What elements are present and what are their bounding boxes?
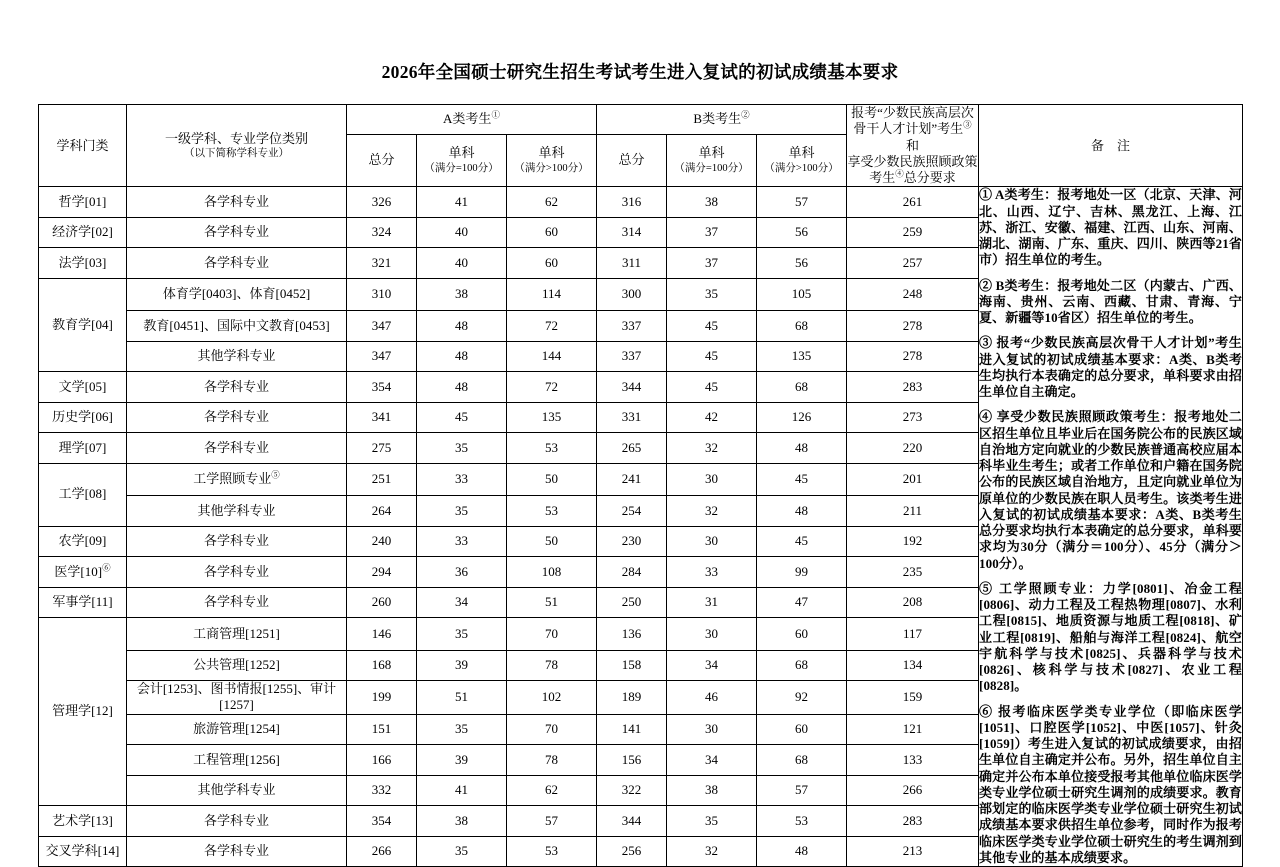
score-a-single-eq100: 48	[417, 311, 507, 342]
score-a-single-eq100: 48	[417, 341, 507, 372]
score-b-single-gt100: 47	[757, 587, 847, 618]
discipline-category-cell	[39, 372, 127, 403]
score-a-single-gt100: 102	[507, 681, 597, 715]
discipline-category-cell	[39, 526, 127, 557]
score-b-single-gt100: 68	[757, 650, 847, 681]
score-a-total: 240	[347, 526, 417, 557]
score-b-single-eq100: 32	[667, 433, 757, 464]
score-b-single-eq100: 32	[667, 836, 757, 867]
score-b-single-eq100: 30	[667, 618, 757, 650]
score-a-single-eq100: 39	[417, 745, 507, 776]
major-name-cell	[127, 187, 347, 218]
major-name-label: 工商管理[1251]	[193, 625, 280, 641]
major-name-label: 各学科专业	[203, 439, 269, 455]
score-minority-total: 283	[847, 806, 979, 837]
discipline-category-cell	[39, 433, 127, 464]
major-name-cell	[127, 248, 347, 279]
header-minority-line4: 考生	[869, 170, 896, 185]
major-name-label: 教育[0451]、国际中文教育[0453]	[143, 317, 330, 333]
score-minority-total: 213	[847, 836, 979, 867]
header-b-total: 总分	[597, 134, 667, 187]
score-b-single-gt100: 48	[757, 836, 847, 867]
score-b-total: 311	[597, 248, 667, 279]
major-name-cell	[127, 496, 347, 527]
discipline-category-cell	[39, 587, 127, 618]
score-a-single-gt100: 62	[507, 187, 597, 218]
score-b-single-gt100: 57	[757, 775, 847, 806]
score-b-single-gt100: 48	[757, 433, 847, 464]
score-a-single-eq100: 41	[417, 187, 507, 218]
score-b-single-gt100: 45	[757, 526, 847, 557]
score-a-single-gt100: 53	[507, 496, 597, 527]
major-name-superscript: ⑤	[271, 469, 280, 480]
score-b-single-gt100: 126	[757, 402, 847, 433]
score-b-total: 344	[597, 372, 667, 403]
score-a-single-eq100: 39	[417, 650, 507, 681]
score-b-total: 241	[597, 463, 667, 495]
score-a-single-gt100: 108	[507, 557, 597, 588]
score-b-total: 337	[597, 341, 667, 372]
major-name-label: 各学科专业	[203, 533, 269, 549]
score-a-total: 324	[347, 217, 417, 248]
score-b-single-gt100: 56	[757, 217, 847, 248]
score-a-single-eq100: 35	[417, 618, 507, 650]
score-b-total: 331	[597, 402, 667, 433]
major-name-label: 各学科专业	[203, 193, 269, 209]
major-name-cell	[127, 278, 347, 310]
header-b-single-eq100-line2: （满分=100分）	[674, 162, 749, 174]
score-b-single-gt100: 60	[757, 714, 847, 745]
score-b-single-eq100: 37	[667, 248, 757, 279]
major-name-label: 工程管理[1256]	[193, 751, 280, 767]
score-a-single-eq100: 33	[417, 526, 507, 557]
score-a-total: 341	[347, 402, 417, 433]
score-a-single-gt100: 50	[507, 463, 597, 495]
header-major-line2: （以下简称学科专业）	[184, 147, 289, 159]
major-name-cell	[127, 402, 347, 433]
header-minority-line2: 骨干人才计划”考生	[853, 121, 964, 137]
discipline-category-cell	[39, 463, 127, 526]
remark-note-4: ④ 享受少数民族照顾政策考生：报考地处二区招生单位且毕业后在国务院公布的民族区域自治地方定向就业的少数民族普通高校应届本科毕业生考生；或者工作单位和户籍在国务院公布的民族区域自治地方，且定向就业单位为原单位的少数民族在职人员考生。该类考生进入复试的初试成绩基本要求：A类、B类考生总分要求均执行本表确定的总分要求，单科要求均为30分（满分＝100分）、45分（满分＞100分）。	[979, 409, 1243, 571]
score-b-total: 254	[597, 496, 667, 527]
score-b-single-eq100: 38	[667, 775, 757, 806]
score-minority-total: 283	[847, 372, 979, 403]
score-a-total: 168	[347, 650, 417, 681]
major-name-label: 工学照顾专业	[193, 471, 272, 487]
score-b-total: 136	[597, 618, 667, 650]
score-a-single-gt100: 62	[507, 775, 597, 806]
major-name-label: 各学科专业	[203, 254, 269, 270]
score-a-single-eq100: 35	[417, 836, 507, 867]
discipline-category-label: 文学[05]	[58, 378, 107, 394]
score-b-total: 344	[597, 806, 667, 837]
score-minority-total: 201	[847, 463, 979, 495]
score-a-single-gt100: 135	[507, 402, 597, 433]
header-group-a-superscript: ①	[491, 109, 500, 120]
score-b-single-eq100: 35	[667, 806, 757, 837]
header-minority-superscript-2: ④	[895, 168, 904, 179]
discipline-category-label: 艺术学[13]	[52, 812, 113, 828]
header-a-single-eq100-line2: （满分=100分）	[424, 162, 499, 174]
score-a-single-eq100: 35	[417, 433, 507, 464]
score-a-single-gt100: 51	[507, 587, 597, 618]
score-a-single-gt100: 70	[507, 714, 597, 745]
discipline-category-cell	[39, 557, 127, 588]
score-a-single-eq100: 48	[417, 372, 507, 403]
major-name-cell	[127, 557, 347, 588]
table-body	[39, 187, 1243, 867]
score-b-total: 230	[597, 526, 667, 557]
score-a-total: 264	[347, 496, 417, 527]
discipline-category-cell	[39, 806, 127, 837]
header-minority-line1: 报考“少数民族高层次	[851, 105, 974, 120]
score-a-single-gt100: 70	[507, 618, 597, 650]
score-a-total: 251	[347, 463, 417, 495]
score-minority-total: 261	[847, 187, 979, 218]
score-a-total: 347	[347, 341, 417, 372]
score-a-total: 321	[347, 248, 417, 279]
score-b-total: 156	[597, 745, 667, 776]
major-name-label: 各学科专业	[203, 378, 269, 394]
score-a-total: 146	[347, 618, 417, 650]
score-a-single-eq100: 36	[417, 557, 507, 588]
score-b-total: 284	[597, 557, 667, 588]
score-b-single-eq100: 33	[667, 557, 757, 588]
score-minority-total: 208	[847, 587, 979, 618]
major-name-cell	[127, 341, 347, 372]
header-remarks: 备 注	[979, 105, 1243, 187]
discipline-category-cell	[39, 618, 127, 806]
score-a-single-eq100: 35	[417, 496, 507, 527]
discipline-category-label: 农学[09]	[58, 533, 107, 549]
score-table-container	[38, 104, 1242, 867]
score-a-single-gt100: 78	[507, 650, 597, 681]
remark-note-2: ② B类考生：报考地处二区（内蒙古、广西、海南、贵州、云南、西藏、甘肃、青海、宁夏、新疆等10省区）招生单位的考生。	[979, 277, 1243, 325]
major-name-cell	[127, 806, 347, 837]
score-b-single-gt100: 45	[757, 463, 847, 495]
header-category: 学科门类	[39, 105, 127, 187]
major-name-label: 其他学科专业	[197, 502, 276, 518]
score-b-total: 300	[597, 278, 667, 310]
score-b-single-gt100: 57	[757, 187, 847, 218]
major-name-cell	[127, 433, 347, 464]
score-b-single-eq100: 32	[667, 496, 757, 527]
major-name-label: 旅游管理[1254]	[193, 721, 280, 737]
score-a-total: 199	[347, 681, 417, 715]
major-name-cell	[127, 372, 347, 403]
remark-note-3: ③ 报考“少数民族高层次骨干人才计划”考生进入复试的初试成绩基本要求：A类、B类考生均执行本表确定的总分要求，单科要求由招生单位自主确定。	[979, 335, 1243, 399]
score-a-single-eq100: 38	[417, 278, 507, 310]
score-a-single-eq100: 40	[417, 217, 507, 248]
header-b-single-eq100-line1: 单科	[698, 145, 725, 161]
score-b-single-gt100: 60	[757, 618, 847, 650]
score-a-single-eq100: 34	[417, 587, 507, 618]
score-b-total: 314	[597, 217, 667, 248]
score-minority-total: 117	[847, 618, 979, 650]
remark-note-6: ⑥ 报考临床医学类专业学位（即临床医学[1051]、口腔医学[1052]、中医[1057]、针灸[1059]）考生进入复试的初试成绩要求，由招生单位自主确定并公布。另外，招生单位自主确定并公布本单位接受报考其他单位临床医学类专业学位硕士研究生调剂的成绩要求。教育部划定的临床医学类专业学位硕士研究生初试成绩基本要求供招生单位参考，同时作为报考临床医学类专业学位硕士研究生的考生调剂到其他专业的基本成绩要求。	[979, 703, 1243, 865]
discipline-category-label: 哲学[01]	[58, 193, 107, 209]
discipline-category-label: 理学[07]	[58, 439, 107, 455]
score-b-single-eq100: 38	[667, 187, 757, 218]
major-name-cell	[127, 714, 347, 745]
score-b-total: 250	[597, 587, 667, 618]
score-a-single-gt100: 114	[507, 278, 597, 310]
discipline-category-label: 工学[08]	[58, 486, 107, 502]
header-group-b	[597, 105, 847, 135]
discipline-category-superscript: ⑥	[102, 562, 111, 573]
header-a-single-eq100	[417, 134, 507, 187]
header-minority-superscript-1: ③	[963, 119, 972, 130]
header-a-total: 总分	[347, 134, 417, 187]
score-minority-total: 121	[847, 714, 979, 745]
score-minority-total: 192	[847, 526, 979, 557]
score-b-single-gt100: 56	[757, 248, 847, 279]
discipline-category-cell	[39, 217, 127, 248]
discipline-category-label: 管理学[12]	[52, 703, 113, 719]
header-a-single-gt100	[507, 134, 597, 187]
major-name-cell	[127, 775, 347, 806]
score-a-single-gt100: 78	[507, 745, 597, 776]
score-b-single-eq100: 30	[667, 463, 757, 495]
score-minority-total: 134	[847, 650, 979, 681]
score-b-single-eq100: 42	[667, 402, 757, 433]
discipline-category-label: 教育学[04]	[52, 316, 113, 332]
discipline-category-label: 交叉学科[14]	[45, 843, 120, 859]
score-b-single-gt100: 48	[757, 496, 847, 527]
score-b-single-gt100: 68	[757, 311, 847, 342]
major-name-cell	[127, 745, 347, 776]
major-name-label: 其他学科专业	[197, 348, 276, 364]
major-name-cell	[127, 463, 347, 495]
score-b-single-eq100: 37	[667, 217, 757, 248]
discipline-category-cell	[39, 836, 127, 867]
score-minority-total: 257	[847, 248, 979, 279]
score-b-total: 256	[597, 836, 667, 867]
score-b-total: 322	[597, 775, 667, 806]
header-minority-line4b: 总分要求	[903, 170, 956, 185]
score-a-total: 354	[347, 372, 417, 403]
score-requirements-table	[38, 104, 1243, 867]
header-row-groups	[39, 105, 1243, 135]
header-a-single-gt100-line2: （满分>100分）	[514, 162, 589, 174]
score-b-single-eq100: 30	[667, 526, 757, 557]
discipline-category-label: 医学[10]	[54, 563, 103, 579]
header-a-single-eq100-line1: 单科	[448, 145, 475, 161]
score-b-single-gt100: 105	[757, 278, 847, 310]
score-b-total: 158	[597, 650, 667, 681]
score-a-total: 266	[347, 836, 417, 867]
score-minority-total: 133	[847, 745, 979, 776]
score-a-total: 326	[347, 187, 417, 218]
score-a-single-eq100: 41	[417, 775, 507, 806]
header-group-b-label: B类考生	[693, 111, 742, 127]
header-b-single-gt100-line1: 单科	[788, 145, 815, 161]
score-a-total: 310	[347, 278, 417, 310]
score-a-total: 151	[347, 714, 417, 745]
score-b-single-eq100: 45	[667, 372, 757, 403]
score-b-single-eq100: 45	[667, 341, 757, 372]
major-name-label: 体育学[0403]、体育[0452]	[162, 286, 311, 302]
score-b-single-eq100: 34	[667, 650, 757, 681]
header-b-single-gt100	[757, 134, 847, 187]
score-minority-total: 248	[847, 278, 979, 310]
score-b-single-eq100: 45	[667, 311, 757, 342]
score-b-single-gt100: 68	[757, 372, 847, 403]
score-a-single-gt100: 72	[507, 311, 597, 342]
major-name-cell	[127, 618, 347, 650]
score-a-single-eq100: 51	[417, 681, 507, 715]
remarks-cell	[979, 187, 1243, 867]
score-a-single-gt100: 60	[507, 248, 597, 279]
score-b-total: 265	[597, 433, 667, 464]
header-b-single-eq100	[667, 134, 757, 187]
score-b-total: 337	[597, 311, 667, 342]
score-minority-total: 235	[847, 557, 979, 588]
remark-note-1: ① A类考生：报考地处一区（北京、天津、河北、山西、辽宁、吉林、黑龙江、上海、江苏、浙江、安徽、福建、江西、山东、河南、湖北、湖南、广东、重庆、四川、陕西等21省市）招生单位的考生。	[979, 187, 1243, 268]
header-group-a	[347, 105, 597, 135]
major-name-label: 其他学科专业	[197, 782, 276, 798]
score-minority-total: 278	[847, 311, 979, 342]
major-name-label: 各学科专业	[203, 409, 269, 425]
score-a-single-gt100: 57	[507, 806, 597, 837]
header-major	[127, 105, 347, 187]
score-b-single-eq100: 34	[667, 745, 757, 776]
header-major-line1: 一级学科、专业学位类别	[164, 130, 308, 146]
score-b-single-gt100: 135	[757, 341, 847, 372]
score-b-single-eq100: 31	[667, 587, 757, 618]
score-minority-total: 220	[847, 433, 979, 464]
discipline-category-label: 法学[03]	[58, 254, 107, 270]
score-a-total: 275	[347, 433, 417, 464]
score-b-total: 141	[597, 714, 667, 745]
discipline-category-label: 历史学[06]	[52, 409, 113, 425]
major-name-label: 各学科专业	[203, 594, 269, 610]
score-a-total: 354	[347, 806, 417, 837]
discipline-category-cell	[39, 402, 127, 433]
major-name-label: 公共管理[1252]	[193, 657, 280, 673]
major-name-label: 各学科专业	[203, 812, 269, 828]
major-name-cell	[127, 681, 347, 715]
major-name-label: 各学科专业	[203, 224, 269, 240]
score-a-total: 294	[347, 557, 417, 588]
header-group-a-label: A类考生	[443, 111, 492, 127]
header-minority-line3: 享受少数民族照顾政策	[847, 153, 978, 169]
score-b-single-eq100: 35	[667, 278, 757, 310]
discipline-category-label: 军事学[11]	[52, 594, 113, 610]
score-a-single-gt100: 53	[507, 433, 597, 464]
table-row	[39, 187, 1243, 218]
major-name-cell	[127, 650, 347, 681]
score-a-single-eq100: 33	[417, 463, 507, 495]
header-group-b-superscript: ②	[741, 109, 750, 120]
header-a-single-gt100-line1: 单科	[538, 145, 565, 161]
score-minority-total: 159	[847, 681, 979, 715]
remark-note-5: ⑤ 工学照顾专业：力学[0801]、冶金工程[0806]、动力工程及工程热物理[0807]、水利工程[0815]、地质资源与地质工程[0818]、矿业工程[0819]、船舶与海洋工程[0824]、航空宇航科学与技术[0825]、兵器科学与技术[0826]、核科学与技术[0827]、农业工程[0828]。	[979, 580, 1243, 694]
header-minority-total	[847, 105, 979, 187]
score-b-single-gt100: 68	[757, 745, 847, 776]
score-b-total: 316	[597, 187, 667, 218]
major-name-cell	[127, 587, 347, 618]
score-a-single-eq100: 40	[417, 248, 507, 279]
table-header	[39, 105, 1243, 187]
score-b-single-gt100: 92	[757, 681, 847, 715]
score-minority-total: 266	[847, 775, 979, 806]
score-a-single-gt100: 72	[507, 372, 597, 403]
major-name-label: 各学科专业	[203, 843, 269, 859]
discipline-category-cell	[39, 248, 127, 279]
header-b-single-gt100-line2: （满分>100分）	[764, 162, 839, 174]
score-a-single-eq100: 45	[417, 402, 507, 433]
score-a-single-gt100: 50	[507, 526, 597, 557]
score-b-single-gt100: 99	[757, 557, 847, 588]
discipline-category-label: 经济学[02]	[52, 224, 113, 240]
score-a-single-gt100: 144	[507, 341, 597, 372]
score-minority-total: 211	[847, 496, 979, 527]
page-title: 2026年全国硕士研究生招生考试考生进入复试的初试成绩基本要求	[381, 62, 899, 82]
score-a-total: 332	[347, 775, 417, 806]
discipline-category-cell	[39, 278, 127, 371]
discipline-category-cell	[39, 187, 127, 218]
score-a-single-eq100: 38	[417, 806, 507, 837]
score-minority-total: 278	[847, 341, 979, 372]
major-name-label: 各学科专业	[203, 563, 269, 579]
score-a-single-gt100: 60	[507, 217, 597, 248]
score-a-single-eq100: 35	[417, 714, 507, 745]
score-minority-total: 273	[847, 402, 979, 433]
score-a-total: 347	[347, 311, 417, 342]
major-name-cell	[127, 217, 347, 248]
header-minority-line2b: 和	[906, 137, 920, 153]
score-a-single-gt100: 53	[507, 836, 597, 867]
major-name-cell	[127, 836, 347, 867]
major-name-label: 会计[1253]、图书情报[1255]、审计[1257]	[136, 681, 337, 713]
major-name-cell	[127, 526, 347, 557]
score-a-total: 260	[347, 587, 417, 618]
score-a-total: 166	[347, 745, 417, 776]
score-b-total: 189	[597, 681, 667, 715]
score-b-single-eq100: 46	[667, 681, 757, 715]
score-minority-total: 259	[847, 217, 979, 248]
score-b-single-eq100: 30	[667, 714, 757, 745]
score-b-single-gt100: 53	[757, 806, 847, 837]
major-name-cell	[127, 311, 347, 342]
